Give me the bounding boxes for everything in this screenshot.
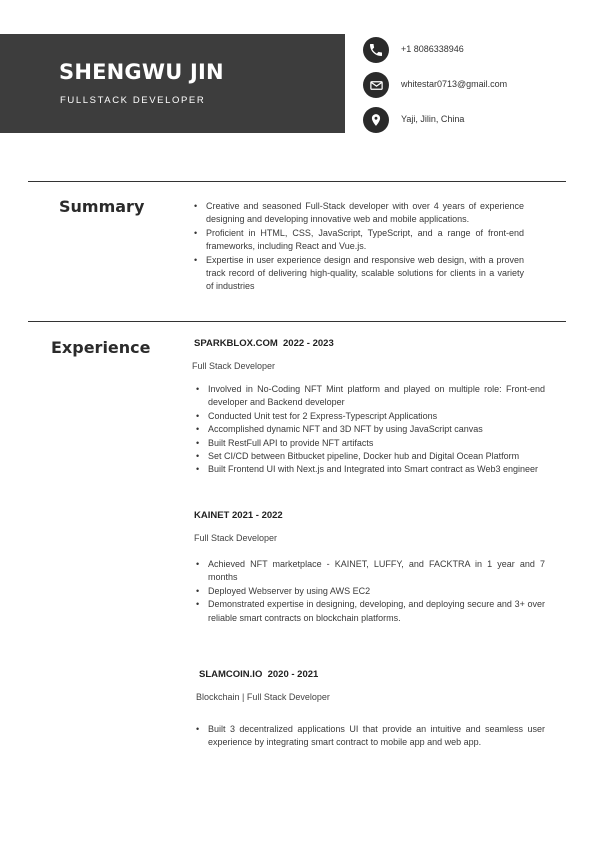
- email-text[interactable]: whitestar0713@gmail.com: [401, 79, 508, 89]
- list-item: • Accomplished dynamic NFT and 3D NFT by using JavaScript canvas: [194, 423, 545, 436]
- list-item: • Conducted Unit test for 2 Express-Typescript Applications: [194, 410, 545, 423]
- divider-top: [28, 181, 566, 182]
- list-item: • Deployed Webserver by using AWS EC2: [194, 585, 545, 598]
- list-item: • Involved in No-Coding NFT Mint platform and played on multiple role: Front-end developer and Backend developer: [194, 383, 545, 410]
- candidate-name: SHENGWU JIN: [59, 60, 224, 84]
- list-item: • Creative and seasoned Full-Stack developer with over 4 years of experience designing and developing innovative web and mobile applications.: [192, 200, 524, 227]
- list-item: • Built RestFull API to provide NFT artifacts: [194, 437, 545, 450]
- contact-email: [363, 72, 563, 98]
- summary-list: [192, 200, 524, 294]
- job-items: [194, 383, 545, 477]
- email-icon: [363, 72, 389, 98]
- job-items: [194, 723, 545, 750]
- candidate-role: FULLSTACK DEVELOPER: [60, 95, 206, 106]
- summary-title: Summary: [59, 197, 145, 216]
- list-item: • Proficient in HTML, CSS, JavaScript, TypeScript, and a range of front-end frameworks, including React and Vue.js.: [192, 227, 524, 254]
- job-heading: SLAMCOIN.IO 2020 - 2021: [199, 669, 319, 680]
- job-role: Full Stack Developer: [194, 533, 278, 543]
- list-item: • Demonstrated expertise in designing, developing, and deploying secure and 3+ over reliable smart contracts on blockchain platforms.: [194, 598, 545, 625]
- contact-phone: [363, 37, 563, 63]
- location-text: Yaji, Jilin, China: [401, 114, 465, 124]
- list-item: • Achieved NFT marketplace - KAINET, LUFFY, and FACKTRA in 1 year and 7 months: [194, 558, 545, 585]
- contact-location: [363, 107, 563, 133]
- phone-icon: [363, 37, 389, 63]
- job-role: Full Stack Developer: [192, 361, 276, 371]
- job-items: [194, 558, 545, 625]
- job-heading: KAINET 2021 - 2022: [194, 510, 283, 521]
- list-item: • Expertise in user experience design and responsive web design, with a proven track record of delivering high-quality, scalable solutions for clients in a variety of industries: [192, 254, 524, 294]
- experience-title: Experience: [51, 338, 151, 357]
- job-role: Blockchain | Full Stack Developer: [196, 692, 330, 702]
- divider-middle: [28, 321, 566, 322]
- list-item: • Built Frontend UI with Next.js and Integrated into Smart contract as Web3 engineer: [194, 463, 545, 476]
- list-item: • Set CI/CD between Bitbucket pipeline, Docker hub and Digital Ocean Platform: [194, 450, 545, 463]
- job-heading: SPARKBLOX.COM 2022 - 2023: [194, 338, 334, 349]
- location-icon: [363, 107, 389, 133]
- phone-text[interactable]: +1 8086338946: [401, 44, 464, 54]
- list-item: • Built 3 decentralized applications UI that provide an intuitive and seamless user experience by integrating smart contract to mobile app and web app.: [194, 723, 545, 750]
